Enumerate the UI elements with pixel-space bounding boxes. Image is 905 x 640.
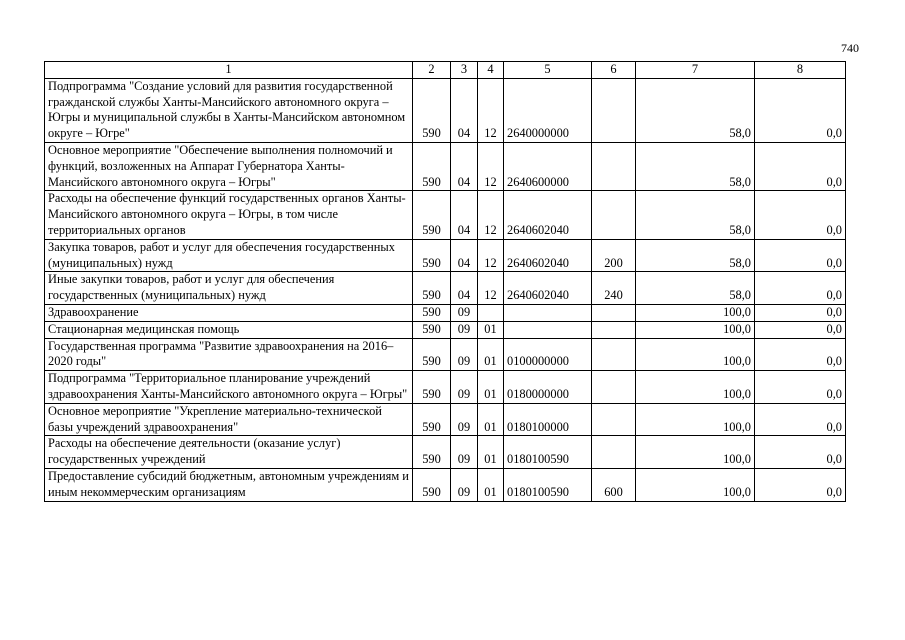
row-name: Расходы на обеспечение деятельности (оказание услуг) государственных учреждений — [45, 436, 413, 469]
row-sum-2: 0,0 — [755, 338, 846, 371]
table-row — [45, 304, 846, 321]
row-expense-type: 240 — [592, 272, 636, 305]
row-section: 09 — [451, 436, 478, 469]
row-name: Подпрограмма "Создание условий для развития государственной гражданской службы Ханты-Мансийского автономного округа – Югры и муниципальной службы в Ханты-Мансийском автономном округе – Югре" — [45, 78, 413, 142]
table-row — [45, 403, 846, 436]
row-expense-type: 600 — [592, 468, 636, 501]
row-sum-1: 100,0 — [636, 321, 755, 338]
row-section: 04 — [451, 272, 478, 305]
table-row — [45, 191, 846, 239]
row-expense-type — [592, 403, 636, 436]
header-cell-5: 5 — [504, 62, 592, 79]
row-grbs: 590 — [413, 272, 451, 305]
row-sum-2: 0,0 — [755, 304, 846, 321]
row-grbs: 590 — [413, 436, 451, 469]
row-sum-1: 100,0 — [636, 436, 755, 469]
row-grbs: 590 — [413, 142, 451, 190]
row-target-article: 2640000000 — [504, 78, 592, 142]
row-subsection: 01 — [478, 338, 504, 371]
row-grbs: 590 — [413, 468, 451, 501]
row-name: Стационарная медицинская помощь — [45, 321, 413, 338]
row-sum-2: 0,0 — [755, 436, 846, 469]
table-row — [45, 371, 846, 404]
row-expense-type — [592, 142, 636, 190]
row-sum-1: 58,0 — [636, 272, 755, 305]
row-name: Здравоохранение — [45, 304, 413, 321]
row-section: 04 — [451, 78, 478, 142]
row-section: 04 — [451, 239, 478, 272]
row-sum-2: 0,0 — [755, 468, 846, 501]
row-sum-2: 0,0 — [755, 403, 846, 436]
row-target-article: 2640602040 — [504, 272, 592, 305]
table-row — [45, 239, 846, 272]
row-grbs: 590 — [413, 321, 451, 338]
row-expense-type — [592, 191, 636, 239]
row-subsection: 01 — [478, 468, 504, 501]
row-section: 09 — [451, 338, 478, 371]
row-name: Подпрограмма "Территориальное планирование учреждений здравоохранения Ханты-Мансийского автономного округа – Югры" — [45, 371, 413, 404]
row-expense-type — [592, 78, 636, 142]
row-sum-2: 0,0 — [755, 142, 846, 190]
row-grbs: 590 — [413, 338, 451, 371]
row-sum-1: 58,0 — [636, 191, 755, 239]
row-grbs: 590 — [413, 191, 451, 239]
row-target-article: 0180100000 — [504, 403, 592, 436]
table-row — [45, 468, 846, 501]
row-target-article: 0180000000 — [504, 371, 592, 404]
row-sum-1: 58,0 — [636, 142, 755, 190]
table-row — [45, 338, 846, 371]
row-section: 09 — [451, 468, 478, 501]
row-sum-2: 0,0 — [755, 239, 846, 272]
table-row — [45, 321, 846, 338]
row-subsection: 01 — [478, 371, 504, 404]
row-sum-2: 0,0 — [755, 191, 846, 239]
row-target-article: 0180100590 — [504, 436, 592, 469]
row-subsection: 12 — [478, 191, 504, 239]
row-name: Иные закупки товаров, работ и услуг для обеспечения государственных (муниципальных) нужд — [45, 272, 413, 305]
row-sum-1: 100,0 — [636, 468, 755, 501]
header-cell-6: 6 — [592, 62, 636, 79]
header-cell-3: 3 — [451, 62, 478, 79]
row-expense-type — [592, 436, 636, 469]
row-name: Предоставление субсидий бюджетным, автономным учреждениям и иным некоммерческим организациям — [45, 468, 413, 501]
table-row — [45, 142, 846, 190]
row-sum-1: 58,0 — [636, 78, 755, 142]
header-cell-2: 2 — [413, 62, 451, 79]
row-name: Государственная программа "Развитие здравоохранения на 2016–2020 годы" — [45, 338, 413, 371]
row-target-article — [504, 304, 592, 321]
row-sum-2: 0,0 — [755, 78, 846, 142]
row-sum-2: 0,0 — [755, 371, 846, 404]
row-grbs: 590 — [413, 304, 451, 321]
row-subsection: 12 — [478, 78, 504, 142]
row-target-article: 2640602040 — [504, 239, 592, 272]
row-grbs: 590 — [413, 239, 451, 272]
header-cell-7: 7 — [636, 62, 755, 79]
header-cell-8: 8 — [755, 62, 846, 79]
row-subsection — [478, 304, 504, 321]
row-target-article — [504, 321, 592, 338]
row-section: 09 — [451, 321, 478, 338]
row-sum-1: 100,0 — [636, 403, 755, 436]
row-sum-2: 0,0 — [755, 321, 846, 338]
row-grbs: 590 — [413, 371, 451, 404]
row-name: Закупка товаров, работ и услуг для обеспечения государственных (муниципальных) нужд — [45, 239, 413, 272]
row-name: Основное мероприятие "Обеспечение выполнения полномочий и функций, возложенных на Аппарат Губернатора Ханты-Мансийского автономного округа – Югры" — [45, 142, 413, 190]
header-cell-1: 1 — [45, 62, 413, 79]
table-row — [45, 272, 846, 305]
row-expense-type: 200 — [592, 239, 636, 272]
row-name: Расходы на обеспечение функций государственных органов Ханты-Мансийского автономного округа – Югры, в том числе территориальных органов — [45, 191, 413, 239]
table-row — [45, 436, 846, 469]
row-grbs: 590 — [413, 403, 451, 436]
row-section: 04 — [451, 191, 478, 239]
budget-table — [44, 61, 846, 502]
row-sum-1: 100,0 — [636, 304, 755, 321]
row-grbs: 590 — [413, 78, 451, 142]
row-subsection: 01 — [478, 436, 504, 469]
row-sum-2: 0,0 — [755, 272, 846, 305]
header-row — [45, 62, 846, 79]
row-subsection: 01 — [478, 321, 504, 338]
table-row — [45, 78, 846, 142]
row-target-article: 0100000000 — [504, 338, 592, 371]
row-expense-type — [592, 371, 636, 404]
header-cell-4: 4 — [478, 62, 504, 79]
row-target-article: 2640600000 — [504, 142, 592, 190]
row-target-article: 2640602040 — [504, 191, 592, 239]
row-expense-type — [592, 321, 636, 338]
row-subsection: 12 — [478, 239, 504, 272]
row-expense-type — [592, 304, 636, 321]
row-section: 04 — [451, 142, 478, 190]
row-subsection: 12 — [478, 142, 504, 190]
row-sum-1: 58,0 — [636, 239, 755, 272]
row-name: Основное мероприятие "Укрепление материально-технической базы учреждений здравоохранения" — [45, 403, 413, 436]
row-subsection: 12 — [478, 272, 504, 305]
row-section: 09 — [451, 403, 478, 436]
row-section: 09 — [451, 371, 478, 404]
row-subsection: 01 — [478, 403, 504, 436]
row-sum-1: 100,0 — [636, 371, 755, 404]
page-number: 740 — [841, 41, 859, 55]
row-sum-1: 100,0 — [636, 338, 755, 371]
row-target-article: 0180100590 — [504, 468, 592, 501]
row-section: 09 — [451, 304, 478, 321]
row-expense-type — [592, 338, 636, 371]
